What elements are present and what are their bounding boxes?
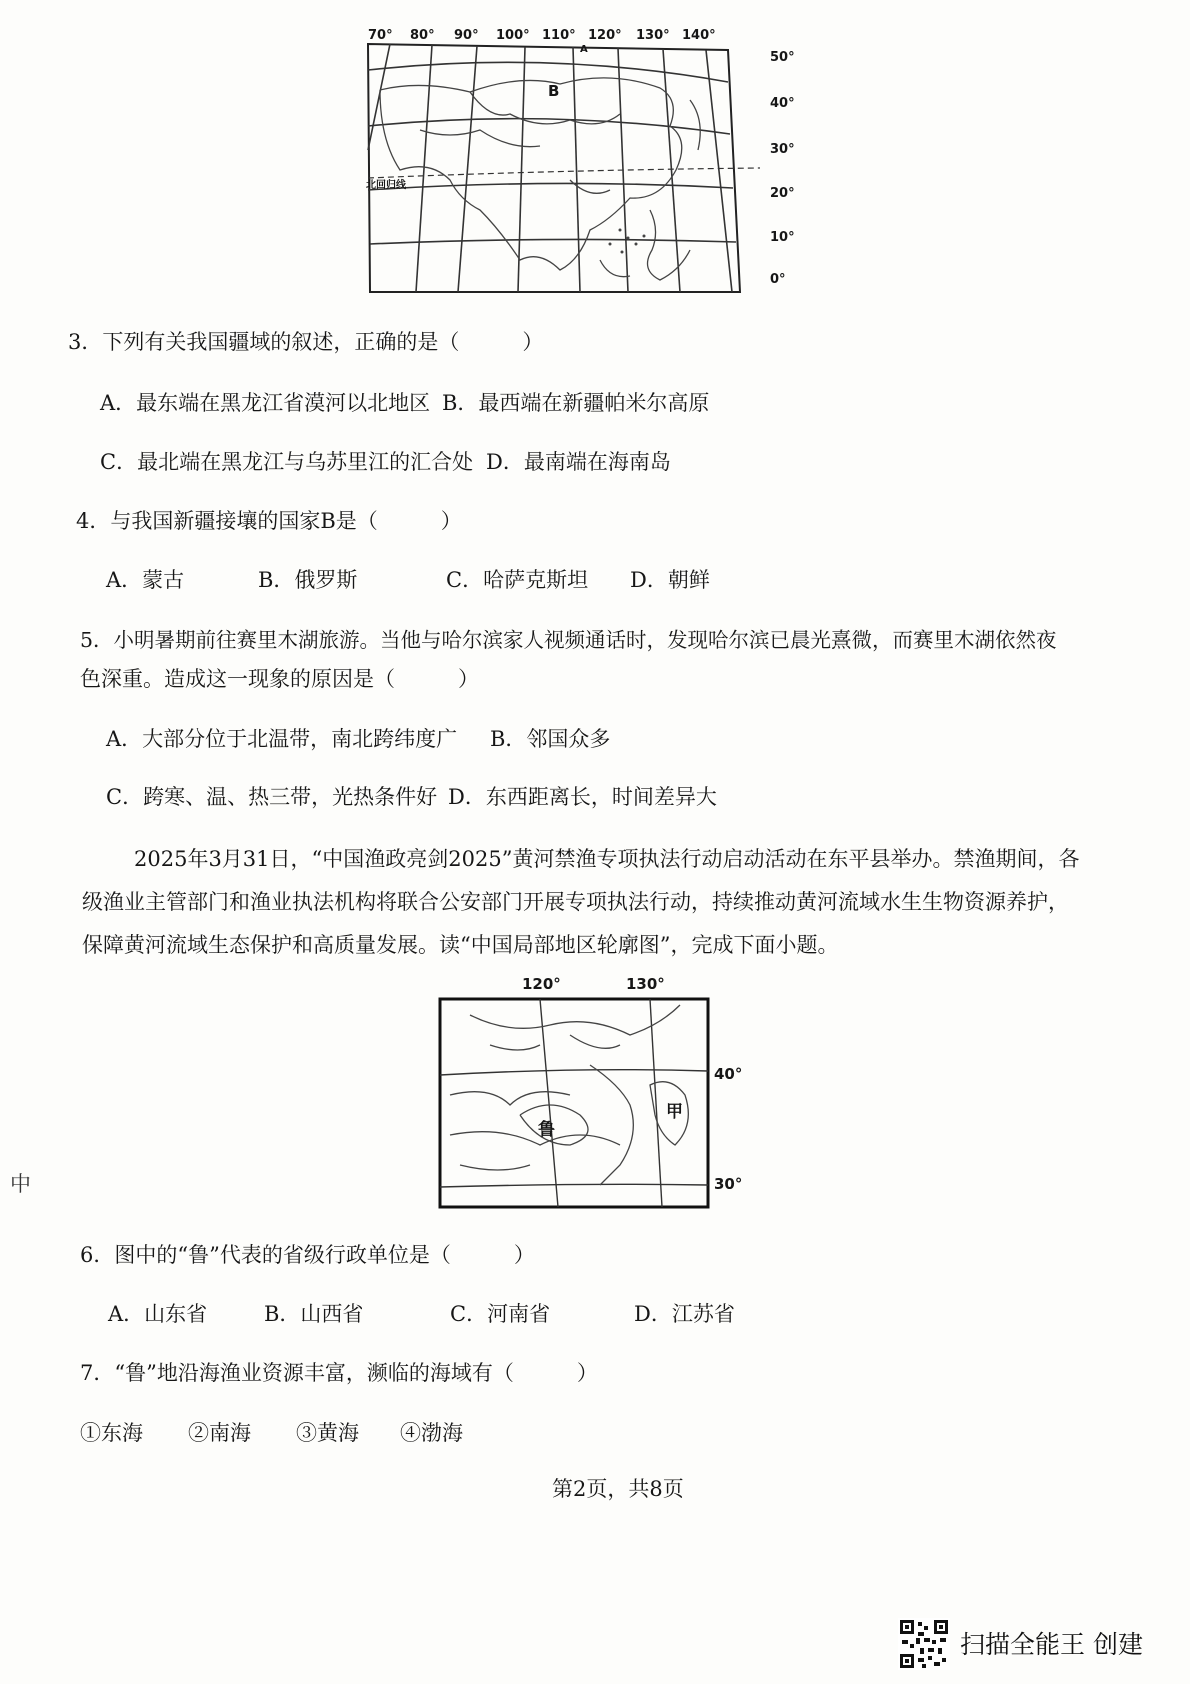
top-label-a: A	[580, 44, 588, 55]
q5-option-c: C．跨寒、温、热三带，光热条件好	[106, 785, 438, 809]
q6-stem: 6．图中的“鲁”代表的省级行政单位是（ ）	[80, 1243, 535, 1267]
lat-label-20: 20°	[770, 186, 795, 201]
q6-option-a: A．山东省	[108, 1302, 208, 1326]
q5-option-b: B．邻国众多	[490, 727, 611, 751]
lon-label-130: 130°	[626, 975, 665, 993]
q6-option-c: C．河南省	[450, 1302, 551, 1326]
lon-label-120: 120°	[588, 28, 622, 43]
q3-option-d: D．最南端在海南岛	[486, 450, 671, 474]
q3-stem: 3．下列有关我国疆域的叙述，正确的是（ ）	[68, 330, 544, 354]
margin-character: 中	[10, 1172, 31, 1196]
lon-label-80: 80°	[410, 28, 435, 43]
lat-label-30: 30°	[770, 142, 795, 157]
q4-option-d: D．朝鲜	[630, 568, 710, 592]
lon-label-140: 140°	[682, 28, 716, 43]
q4-option-c: C．哈萨克斯坦	[446, 568, 589, 592]
qr-code-icon	[898, 1618, 950, 1670]
q4-option-a: A．蒙古	[106, 568, 185, 592]
q5-option-d: D．东西距离长，时间差异大	[448, 785, 717, 809]
q3-option-b: B．最西端在新疆帕米尔高原	[442, 391, 710, 415]
china-partial-map	[430, 975, 750, 1215]
q4-option-b: B．俄罗斯	[258, 568, 358, 592]
page-number: 第2页，共8页	[552, 1477, 684, 1501]
q6-option-b: B．山西省	[264, 1302, 364, 1326]
lon-label-130: 130°	[636, 28, 670, 43]
tropic-label: 北回归线	[366, 180, 406, 191]
q7-option-4: ④渤海	[400, 1421, 463, 1445]
province-label-lu: 鲁	[538, 1120, 555, 1140]
lon-label-110: 110°	[542, 28, 576, 43]
lon-label-70: 70°	[368, 28, 393, 43]
q3-option-c: C．最北端在黑龙江与乌苏里江的汇合处	[100, 450, 474, 474]
q4-stem: 4．与我国新疆接壤的国家B是（ ）	[76, 509, 462, 533]
q7-option-1: ①东海	[80, 1421, 143, 1445]
country-label-jia: 甲	[666, 1102, 683, 1122]
scanner-brand-text: 扫描全能王 创建	[960, 1630, 1143, 1659]
q7-option-3: ③黄海	[296, 1421, 359, 1445]
lat-label-40: 40°	[770, 96, 795, 111]
asia-map	[360, 30, 800, 300]
country-label-b: B	[548, 82, 560, 100]
lon-label-100: 100°	[496, 28, 530, 43]
lon-label-90: 90°	[454, 28, 479, 43]
lat-label-10: 10°	[770, 230, 795, 245]
q5-stem-line1: 5．小明暑期前往赛里木湖旅游。当他与哈尔滨家人视频通话时，发现哈尔滨已晨光熹微，而赛里木湖依然夜	[80, 628, 1057, 652]
q5-stem-line2: 色深重。造成这一现象的原因是（ ）	[80, 667, 479, 691]
q5-option-a: A．大部分位于北温带，南北跨纬度广	[106, 727, 458, 751]
lat-label-0: 0°	[770, 272, 786, 287]
q3-option-a: A．最东端在黑龙江省漠河以北地区	[100, 391, 431, 415]
reading-passage: 2025年3月31日，“中国渔政亮剑2025”黄河禁渔专项执法行动启动活动在东平县举办。禁渔期间，各级渔业主管部门和渔业执法机构将联合公安部门开展专项执法行动，持续推动黄河流域水生生物资源养护，保障黄河流域生态保护和高质量发展。读“中国局部地区轮廓图”，完成下面小题。	[82, 847, 1080, 957]
lat-label-40: 40°	[714, 1065, 743, 1083]
lon-label-120: 120°	[522, 975, 561, 993]
q7-stem: 7．“鲁”地沿海渔业资源丰富，濒临的海域有（ ）	[80, 1361, 598, 1385]
q7-option-2: ②南海	[188, 1421, 251, 1445]
lat-label-30: 30°	[714, 1175, 743, 1193]
lat-label-50: 50°	[770, 50, 795, 65]
q6-option-d: D．江苏省	[634, 1302, 735, 1326]
